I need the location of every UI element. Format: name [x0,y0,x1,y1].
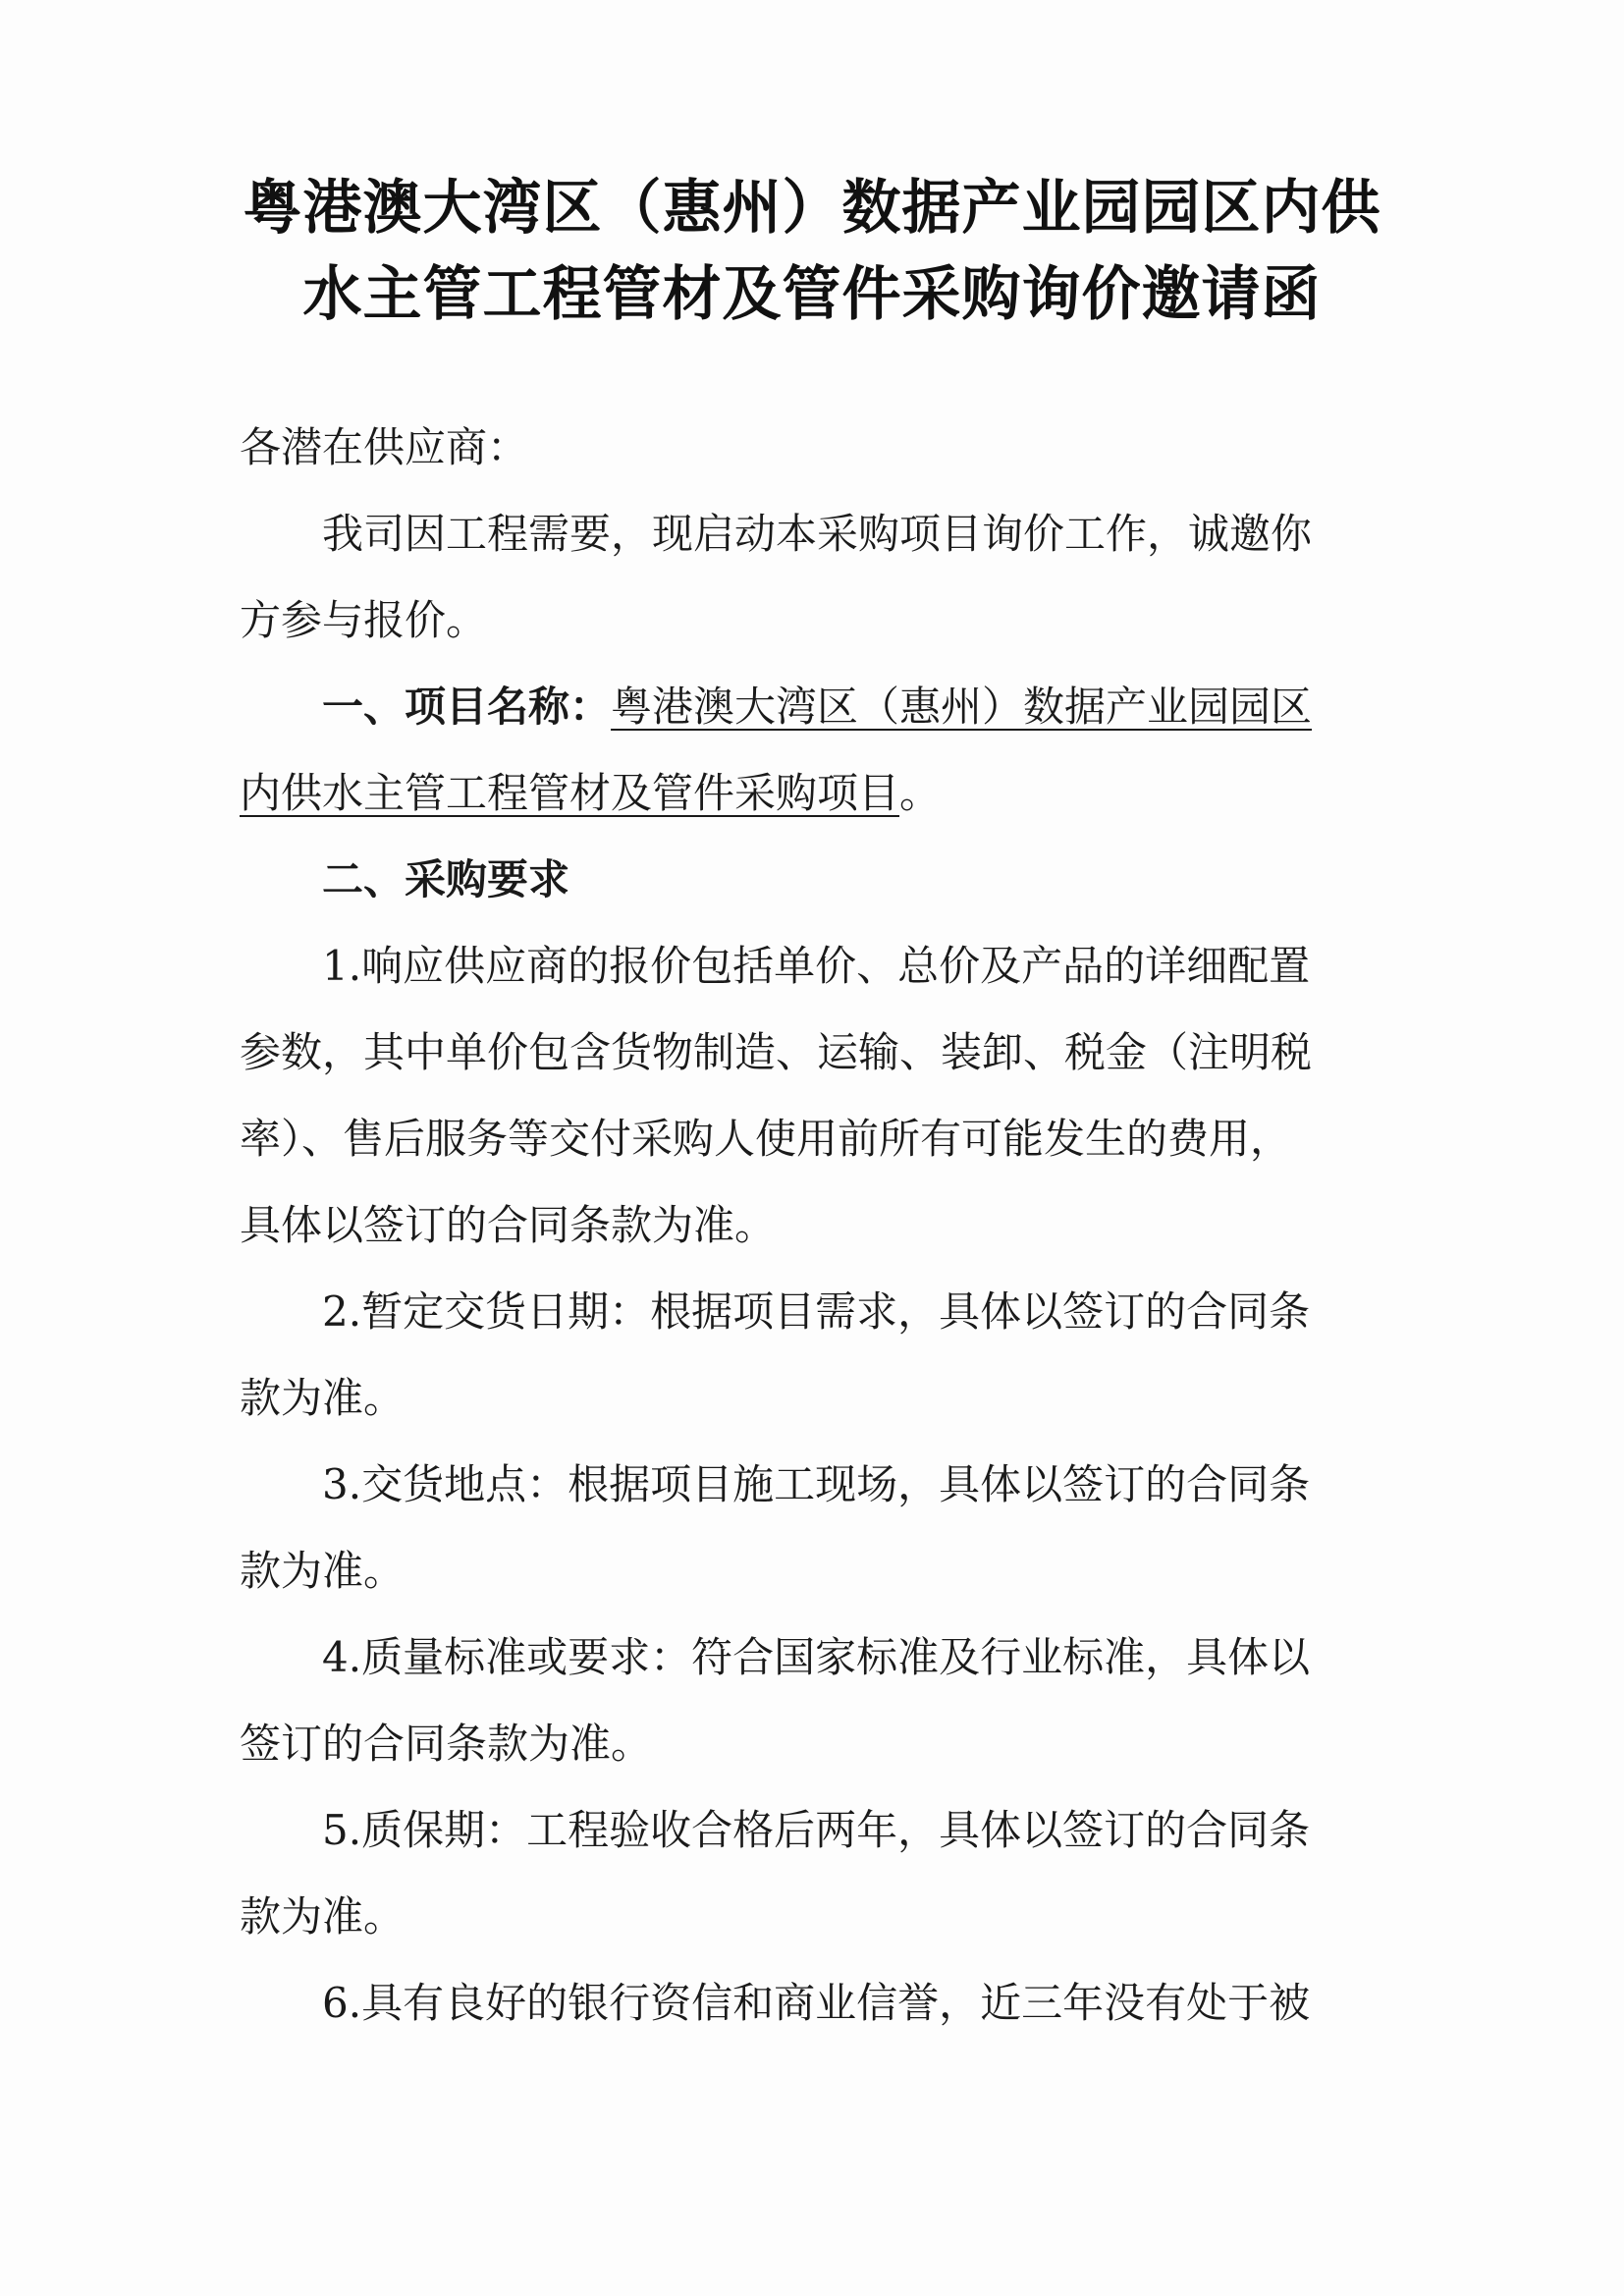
project-name-part-2: 内供水主管工程管材及管件采购项目 [240,769,900,817]
requirement-2-line-2: 款为准。 [240,1374,406,1422]
title-line-1: 粤港澳大湾区（惠州）数据产业园园区内供 [243,174,1381,243]
requirement-6-line-1: 6.具有良好的银行资信和商业信誉，近三年没有处于被 [322,1979,1311,2027]
requirement-5-line-1: 5.质保期：工程验收合格后两年，具体以签订的合同条 [322,1806,1311,1854]
requirement-3-line-2: 款为准。 [240,1547,406,1595]
document-title [196,165,1428,338]
requirement-1-line-4: 具体以签订的合同条款为准。 [240,1201,777,1249]
title-line-2: 水主管工程管材及管件采购询价邀请函 [302,260,1322,329]
requirement-2-line-1: 2.暂定交货日期：根据项目需求，具体以签订的合同条 [322,1287,1311,1336]
salutation: 各潜在供应商： [240,423,529,471]
requirement-1-line-3: 率）、售后服务等交付采购人使用前所有可能发生的费用， [240,1115,1292,1163]
intro-line-2: 方参与报价。 [240,596,488,644]
intro-line-1: 我司因工程需要，现启动本采购项目询价工作，诚邀你 [322,510,1313,558]
document-body [240,405,1369,2047]
section-1-end: 。 [899,769,942,817]
requirement-1-line-1: 1.响应供应商的报价包括单价、总价及产品的详细配置 [322,942,1311,990]
requirement-5-line-2: 款为准。 [240,1892,406,1941]
requirement-1-line-2: 参数，其中单价包含货物制造、运输、装卸、税金（注明税 [240,1028,1313,1076]
project-name-part-1: 粤港澳大湾区（惠州）数据产业园园区 [611,683,1313,731]
requirement-4-line-2: 签订的合同条款为准。 [240,1720,653,1768]
requirement-3-line-1: 3.交货地点：根据项目施工现场，具体以签订的合同条 [322,1460,1311,1508]
requirement-4-line-1: 4.质量标准或要求：符合国家标准及行业标准，具体以 [322,1633,1311,1681]
section-1-label: 一、项目名称： [322,683,612,731]
section-1-line-1 [240,664,1369,750]
section-1-line-2 [240,750,1369,837]
section-2-heading: 二、采购要求 [322,855,570,903]
